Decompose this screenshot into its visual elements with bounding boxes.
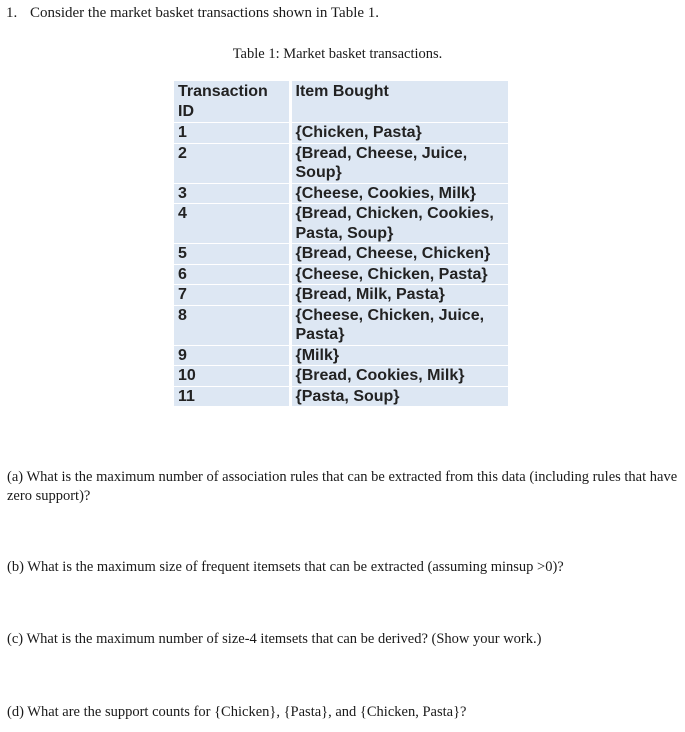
header-transaction-id: Transaction ID — [174, 81, 290, 123]
items-cell: {Bread, Cookies, Milk} — [290, 366, 508, 387]
table-row — [174, 305, 508, 345]
items-cell: {Pasta, Soup} — [290, 386, 508, 407]
transaction-id-cell: 10 — [174, 366, 290, 387]
transaction-id-cell: 9 — [174, 345, 290, 366]
table-row — [174, 204, 508, 244]
items-cell: {Bread, Chicken, Cookies, Pasta, Soup} — [290, 204, 508, 244]
table-row — [174, 244, 508, 265]
problem-number: 1. — [6, 5, 18, 21]
question-a: (a) What is the maximum number of association rules that can be extracted from this data (including rules that have zero support)? — [7, 469, 678, 504]
table-caption — [0, 45, 685, 63]
items-cell: {Bread, Cheese, Juice, Soup} — [290, 143, 508, 183]
table-caption-text: Table 1: Market basket transactions. — [232, 46, 443, 62]
items-cell: {Chicken, Pasta} — [290, 123, 508, 144]
transactions-table — [174, 81, 508, 407]
items-cell: {Milk} — [290, 345, 508, 366]
table-row — [174, 264, 508, 285]
table-row — [174, 345, 508, 366]
items-cell: {Bread, Cheese, Chicken} — [290, 244, 508, 265]
problem-text: Consider the market basket transactions shown in Table 1. — [30, 5, 380, 21]
table-row — [174, 285, 508, 306]
table-row — [174, 386, 508, 407]
transaction-id-cell: 7 — [174, 285, 290, 306]
question-b: (b) What is the maximum size of frequent itemsets that can be extracted (assuming minsup >0)? — [7, 559, 564, 575]
question-d: (d) What are the support counts for {Chicken}, {Pasta}, and {Chicken, Pasta}? — [7, 704, 467, 720]
table-row — [174, 123, 508, 144]
transaction-id-cell: 4 — [174, 204, 290, 244]
transaction-id-cell: 6 — [174, 264, 290, 285]
table-header-row — [174, 81, 508, 123]
transaction-id-cell: 2 — [174, 143, 290, 183]
problem-statement — [6, 4, 379, 22]
items-cell: {Bread, Milk, Pasta} — [290, 285, 508, 306]
transaction-id-cell: 3 — [174, 183, 290, 204]
transaction-id-cell: 11 — [174, 386, 290, 407]
transaction-id-cell: 8 — [174, 305, 290, 345]
items-cell: {Cheese, Cookies, Milk} — [290, 183, 508, 204]
items-cell: {Cheese, Chicken, Pasta} — [290, 264, 508, 285]
question-c: (c) What is the maximum number of size-4 itemsets that can be derived? (Show your work.) — [7, 631, 542, 647]
header-item-bought: Item Bought — [290, 81, 508, 123]
table-row — [174, 143, 508, 183]
table-row — [174, 183, 508, 204]
table-row — [174, 366, 508, 387]
items-cell: {Cheese, Chicken, Juice, Pasta} — [290, 305, 508, 345]
transaction-id-cell: 1 — [174, 123, 290, 144]
transaction-id-cell: 5 — [174, 244, 290, 265]
